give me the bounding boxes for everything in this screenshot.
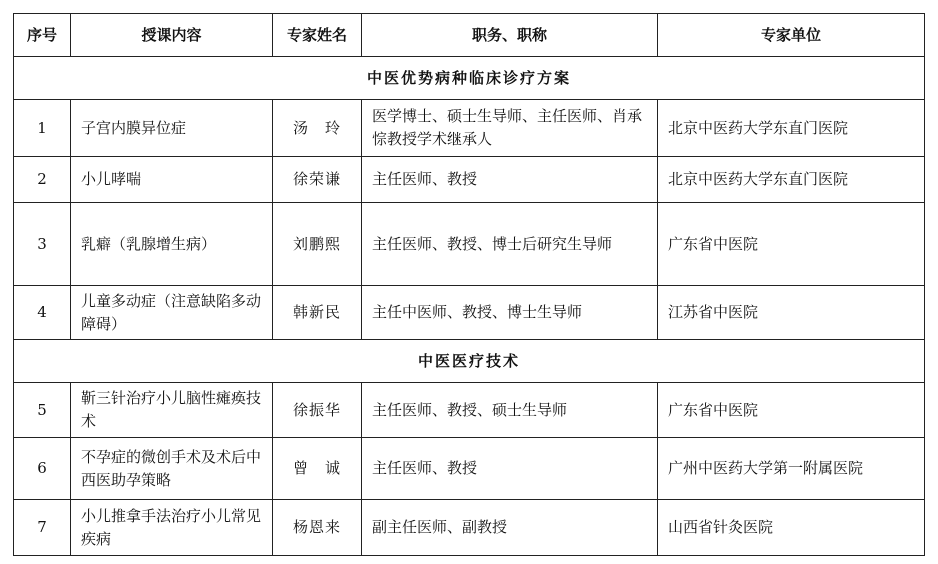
- row-expert: 徐荣谦: [273, 157, 362, 203]
- row-content: 子宫内膜异位症: [71, 100, 273, 157]
- header-unit: 专家单位: [658, 14, 925, 57]
- row-unit: 北京中医药大学东直门医院: [658, 100, 925, 157]
- section-row: [14, 57, 925, 100]
- row-title: 医学博士、硕士生导师、主任医师、肖承悰教授学术继承人: [362, 100, 658, 157]
- row-title: 主任中医师、教授、博士生导师: [362, 286, 658, 340]
- row-content: 乳癖（乳腺增生病）: [71, 203, 273, 286]
- row-title: 副主任医师、副教授: [362, 500, 658, 556]
- row-content: 不孕症的微创手术及术后中西医助孕策略: [71, 438, 273, 500]
- row-num: 2: [14, 157, 71, 203]
- header-expert: 专家姓名: [273, 14, 362, 57]
- section-title: 中医医疗技术: [14, 340, 925, 383]
- section-title: 中医优势病种临床诊疗方案: [14, 57, 925, 100]
- row-num: 6: [14, 438, 71, 500]
- row-content: 儿童多动症（注意缺陷多动障碍）: [71, 286, 273, 340]
- section-row: [14, 340, 925, 383]
- row-content: 小儿推拿手法治疗小儿常见疾病: [71, 500, 273, 556]
- header-title: 职务、职称: [362, 14, 658, 57]
- row-expert: 韩新民: [273, 286, 362, 340]
- table-row: [14, 157, 925, 203]
- row-unit: 山西省针灸医院: [658, 500, 925, 556]
- row-num: 5: [14, 383, 71, 438]
- header-row: [14, 14, 925, 57]
- row-expert: 汤 玲: [273, 100, 362, 157]
- row-unit: 北京中医药大学东直门医院: [658, 157, 925, 203]
- row-expert: 杨恩来: [273, 500, 362, 556]
- row-title: 主任医师、教授: [362, 438, 658, 500]
- row-expert: 徐振华: [273, 383, 362, 438]
- row-num: 4: [14, 286, 71, 340]
- row-title: 主任医师、教授: [362, 157, 658, 203]
- table-row: [14, 438, 925, 500]
- row-num: 1: [14, 100, 71, 157]
- row-unit: 广东省中医院: [658, 383, 925, 438]
- row-title: 主任医师、教授、博士后研究生导师: [362, 203, 658, 286]
- header-content: 授课内容: [71, 14, 273, 57]
- row-num: 7: [14, 500, 71, 556]
- header-num: 序号: [14, 14, 71, 57]
- table-row: [14, 286, 925, 340]
- row-title: 主任医师、教授、硕士生导师: [362, 383, 658, 438]
- row-content: 小儿哮喘: [71, 157, 273, 203]
- table-row: [14, 203, 925, 286]
- table-row: [14, 500, 925, 556]
- table-row: [14, 100, 925, 157]
- row-unit: 广东省中医院: [658, 203, 925, 286]
- row-expert: 曾 诚: [273, 438, 362, 500]
- row-expert: 刘鹏熙: [273, 203, 362, 286]
- table-row: [14, 383, 925, 438]
- row-content: 靳三针治疗小儿脑性瘫痪技术: [71, 383, 273, 438]
- row-unit: 广州中医药大学第一附属医院: [658, 438, 925, 500]
- row-num: 3: [14, 203, 71, 286]
- row-unit: 江苏省中医院: [658, 286, 925, 340]
- course-table: [13, 13, 925, 556]
